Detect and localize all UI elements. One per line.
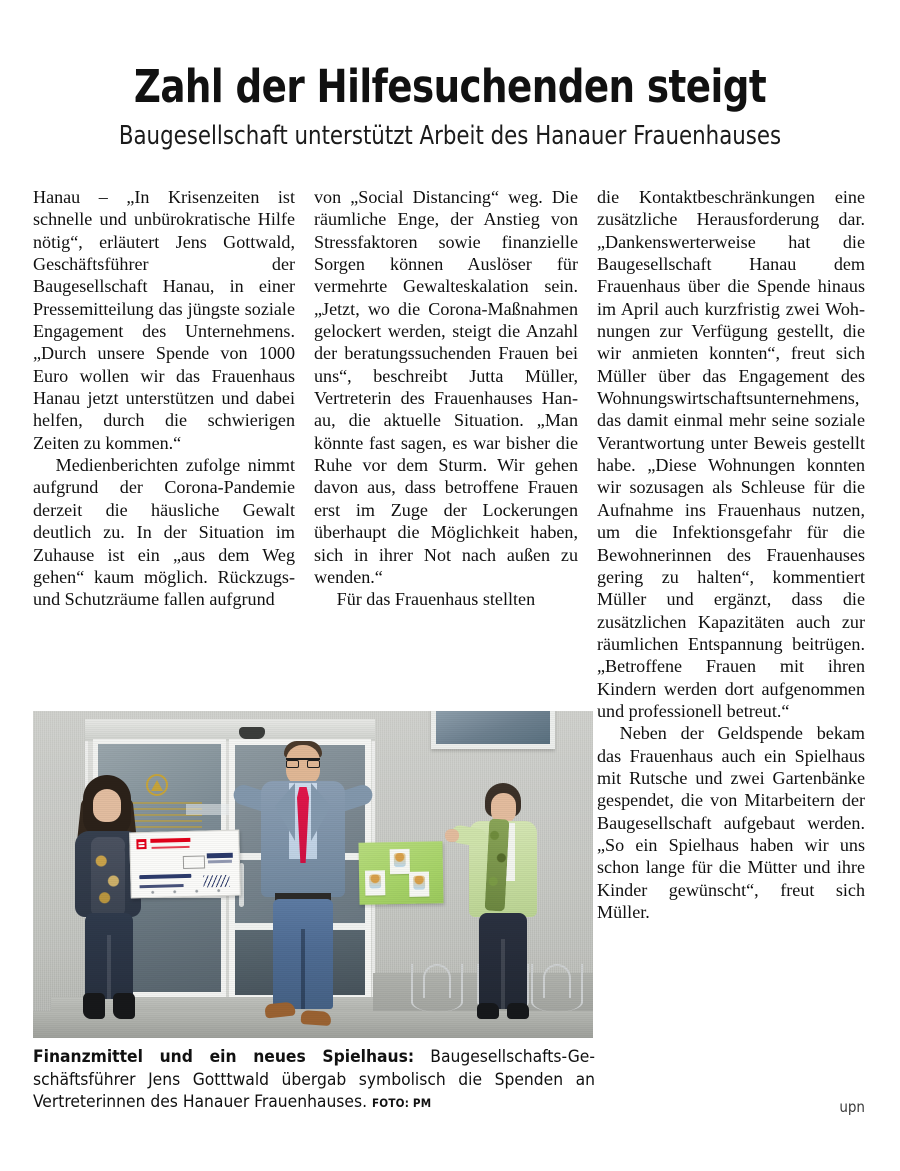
- poster-card: [390, 849, 410, 874]
- article-subhead: Baugesellschaft unterstützt Arbeit des Hanauer Frauenhauses: [118, 121, 782, 151]
- boot: [113, 993, 135, 1019]
- leg-seam: [301, 929, 305, 1009]
- entrance-lintel: [85, 719, 375, 741]
- patterned-blouse: [91, 837, 125, 917]
- person-centre: [239, 745, 367, 1035]
- photo-caption: [33, 1046, 595, 1115]
- poster-card: [365, 870, 385, 895]
- paragraph: Hanau – „In Krisenzeiten ist schnelle und unbürokratische Hilfe nötig“, erläutert Jens Gottwald, Geschäftsführer der Baugesellschaft Hanau, in einer Pressemitteilung das jüngste soziale Engagement des Unternehmens. „Durch unsere Spende von 1000 Euro wollen wir das Frauenhaus Hanau jetzt unterstützen und dabei helfen, durch die schwierigen Zeiten zu kommen.“: [33, 187, 295, 453]
- leg-seam: [501, 939, 505, 1009]
- headline-block: [32, 62, 868, 151]
- sparkasse-logo-icon: [136, 839, 146, 849]
- photo-credit: FOTO: PM: [371, 1096, 432, 1111]
- paragraph: von „Social Distancing“ weg. Die räumliche Enge, der Anstieg von Stressfaktoren sowie finanzielle Sorgen können Auslöser für vermehrte Gewalteskalation sein. „Jetzt, wo die Corona-Maßnahmen gelockert werden, steigt die Anzahl der beratungssuchenden Frauen bei uns“, beschreibt Jutta Müller, Vertreterin des Frauenhauses Hanau, die aktuelle Situation. „Man könnte fast sagen, es war bisher die Ruhe vor dem Sturm. Wir gehen davon aus, dass betroffene Frauen erst im Zuge der Lockerungen überhaupt die Möglichkeit haben, sich in ihrer Not nach außen zu wenden.“: [314, 187, 578, 587]
- text-column-2: [314, 186, 578, 611]
- cheque-recipient-line: [140, 884, 184, 888]
- text-column-3: [597, 186, 865, 923]
- poster-card: [409, 872, 429, 897]
- cheque-amount-words: [139, 874, 191, 879]
- hand: [445, 829, 459, 842]
- paragraph: die Kontaktbeschränkungen eine zusätzliche Herausforderung dar. „Dankenswerterweise hat die Baugesellschaft Hanau dem Frauenhaus über die Spende hinaus im April auch kurzfristig zwei Wohnungen zur Verfügung gestellt, die wir anmieten konnten“, freut sich Müller über das Engagement des Wohnungswirtschaftsunternehmens, das damit einmal mehr seine soziale Verantwortung unter Beweis gestellt habe. „Diese Wohnungen konnten wir sozusagen als Schleuse für die Aufnahme ins Frauenhaus nutzen, um die Infektionsgefahr für die Bewohnerinnen des Frauenhauses gering zu halten“, kommentiert Müller und ergänzt, dass die zusätzlichen Kapazitäten auch zur räumlichen Entspannung beitrügen. „Betroffene Frauen mit ihren Kindern werden dort aufgenommen und professionell betreut.“: [597, 187, 865, 721]
- shoe: [507, 1003, 529, 1019]
- shoe: [264, 1001, 295, 1018]
- glasses-icon: [286, 758, 320, 766]
- person-right: [463, 783, 547, 1033]
- article-byline: upn: [839, 1098, 865, 1116]
- green-poster: [358, 841, 443, 904]
- paragraph: Neben der Geldspende bekam das Frauenhaus auch ein Spielhaus mit Rutsche und zwei Gartenbänke gespendet, die von Mitarbeitern der Baugesellschaft aufgebaut werden. „So ein Spielhaus haben wir uns schon lange für die Mütter und ihre Kinder gewünscht“, freut sich Müller.: [597, 723, 865, 922]
- caption-body: Baugesellschafts-Geschäftsführer Jens Gotttwald übergab symbolisch die Spenden an Vertreterinnen des Hanauer Frauenhauses.: [33, 1047, 595, 1113]
- entrance-lamp-icon: [239, 727, 265, 739]
- person-left: [71, 775, 157, 1027]
- article-photo: [33, 711, 593, 1038]
- photo-scene: [33, 711, 593, 1038]
- paragraph: Für das Frauenhaus stellten: [336, 589, 536, 610]
- boot: [83, 993, 105, 1019]
- upper-window: [431, 711, 555, 749]
- cheque-signature: [203, 875, 229, 888]
- paragraph: Medienberichten zufolge nimmt aufgrund der Corona-Pandemie derzeit die häusliche Gewalt deutlich zu. In der Situation im Zuhause ist ein „aus dem Weg gehen“ kaum möglich. Rückzugs- und Schutzräume fallen aufgrund: [33, 455, 295, 610]
- bike-rack: [411, 964, 463, 1012]
- caption-lead: Finanzmittel und ein neues Spielhaus:: [33, 1047, 415, 1067]
- cheque-amount: [207, 853, 233, 859]
- donation-cheque: [129, 830, 241, 899]
- leg-seam: [107, 935, 111, 999]
- face: [93, 789, 121, 822]
- shoe: [301, 1010, 332, 1026]
- cheque-brand-text: [150, 838, 190, 843]
- text-column-1: [33, 186, 295, 611]
- cheque-currency-box: [183, 855, 205, 869]
- shoe: [477, 1003, 499, 1019]
- cheque-perforation: [142, 889, 232, 894]
- page-title: Zahl der Hilfesuchenden steigt: [133, 60, 767, 113]
